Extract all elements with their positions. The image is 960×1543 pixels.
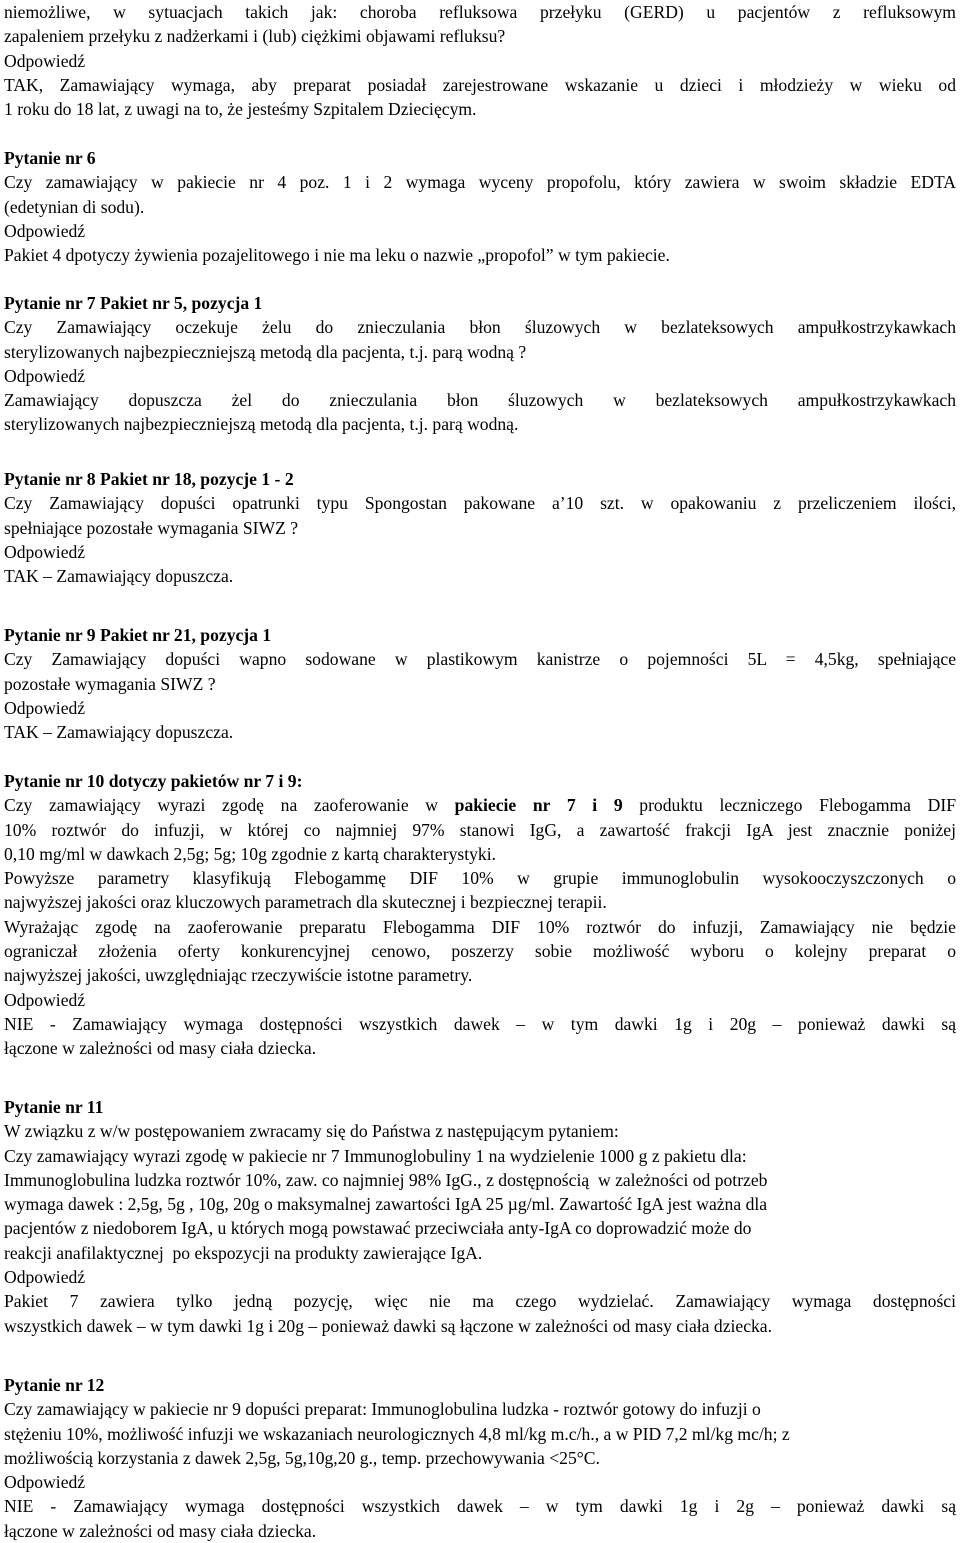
intro-block [4, 0, 956, 121]
question-line: sterylizowanych najbezpieczniejszą metodą dla pacjenta, t.j. parą wodną ? [4, 341, 527, 362]
answer-line: łączone w zależności od masy ciała dziecka. [4, 1038, 317, 1059]
question-heading: Pytanie nr 8 Pakiet nr 18, pozycje 1 - 2 [4, 469, 294, 489]
question-heading: Pytanie nr 10 dotyczy pakietów nr 7 i 9: [4, 771, 303, 791]
question-12-block [4, 1373, 956, 1543]
question-line: stężeniu 10%, możliwość infuzji we wskazaniach neurologicznych 4,8 ml/kg m.c/h., a w PID 7,2 ml/kg mc/h; z [4, 1423, 790, 1444]
question-text-bold: pakiecie nr 7 i 9 [454, 795, 623, 816]
question-text: produktu leczniczego Flebogamma DIF [622, 795, 956, 816]
question-line: reakcji anafilaktycznej po ekspozycji na produkty zawierające IgA. [4, 1242, 483, 1263]
answer-line: Pakiet 7 zawiera tylko jedną pozycję, więc nie ma czego wydzielać. Zamawiający wymaga dostępności [4, 1291, 956, 1312]
answer-line: NIE - Zamawiający wymaga dostępności wszystkich dawek – w tym dawki 1g i 20g – ponieważ dawki są [4, 1013, 956, 1034]
intro-question-line: niemożliwe, w sytuacjach takich jak: choroba refluksowa przełyku (GERD) u pacjentów z refluksowym [4, 2, 956, 22]
question-text: Czy zamawiający wyrazi zgodę na zaoferowanie w [4, 795, 455, 816]
question-8-block [4, 467, 956, 588]
answer-label: Odpowiedź [4, 1267, 86, 1288]
question-heading: Pytanie nr 11 [4, 1097, 104, 1117]
answer-line: sterylizowanych najbezpieczniejszą metodą dla pacjenta, t.j. parą wodną. [4, 414, 519, 435]
question-line: Powyższe parametry klasyfikują Flebogammę DIF 10% w grupie immunoglobulin wysokooczyszczonych o [4, 868, 956, 889]
question-line: najwyższej jakości, uwzględniając rzeczywiście istotne parametry. [4, 965, 473, 986]
question-heading: Pytanie nr 12 [4, 1375, 105, 1395]
question-heading: Pytanie nr 9 Pakiet nr 21, pozycja 1 [4, 625, 272, 645]
answer-line: wszystkich dawek – w tym dawki 1g i 20g – ponieważ dawki są łączone w zależności od masy ciała dziecka. [4, 1315, 773, 1336]
question-line: W związku z w/w postępowaniem zwracamy się do Państwa z następującym pytaniem: [4, 1121, 619, 1142]
question-line: pacjentów z niedoborem IgA, u których mogą powstawać przeciwciała anty-IgA co doprowadzić może do [4, 1218, 752, 1239]
answer-line: TAK, Zamawiający wymaga, aby preparat posiadał zarejestrowane wskazanie u dzieci i młodzieży w wieku od [4, 74, 956, 95]
question-line: Immunoglobulina ludzka roztwór 10%, zaw. co najmniej 98% IgG., z dostępnością w zależności od potrzeb [4, 1169, 768, 1190]
question-line: Czy zamawiający w pakiecie nr 9 dopuści preparat: Immunoglobulina ludzka - roztwór gotowy do infuzji o [4, 1399, 761, 1420]
question-line: 10% roztwór do infuzji, w której co najmniej 97% stanowi IgG, a zawartość frakcji IgA jest znacznie poniżej [4, 819, 956, 840]
answer-line: TAK – Zamawiający dopuszcza. [4, 722, 234, 743]
question-line: spełniające pozostałe wymagania SIWZ ? [4, 517, 299, 538]
answer-line: Pakiet 4 dpotyczy żywienia pozajelitowego i nie ma leku o nazwie „propofol” w tym pakiecie. [4, 245, 670, 266]
question-heading: Pytanie nr 6 [4, 148, 96, 168]
answer-line: Zamawiający dopuszcza żel do znieczulania błon śluzowych w bezlateksowych ampułkostrzykawkach [4, 390, 956, 411]
answer-label: Odpowiedź [4, 541, 86, 562]
question-6-block [4, 146, 956, 267]
question-line: ograniczał złożenia oferty konkurencyjnej cenowo, poszerzy sobie możliwość wyboru o kolejny preparat o [4, 941, 956, 962]
question-line: (edetynian di sodu). [4, 196, 145, 217]
question-line: pozostałe wymagania SIWZ ? [4, 673, 216, 694]
question-line: Wyrażając zgodę na zaoferowanie preparatu Flebogamma DIF 10% roztwór do infuzji, Zamawiający nie będzie [4, 916, 956, 937]
question-11-block [4, 1095, 956, 1338]
question-line: Czy Zamawiający dopuści opatrunki typu Spongostan pakowane a’10 szt. w opakowaniu z przeliczeniem ilości, [4, 493, 956, 514]
question-10-block [4, 769, 956, 1061]
question-line: Czy zamawiający w pakiecie nr 4 poz. 1 i 2 wymaga wyceny propofolu, który zawiera w swoim składzie EDTA [4, 172, 956, 193]
answer-line: TAK – Zamawiający dopuszcza. [4, 566, 234, 587]
question-line: najwyższej jakości oraz kluczowych parametrach dla skutecznej i bezpiecznej terapii. [4, 892, 607, 913]
answer-label: Odpowiedź [4, 697, 86, 718]
question-line-mixed [4, 793, 956, 817]
question-line: Czy Zamawiający oczekuje żelu do znieczulania błon śluzowych w bezlateksowych ampułkostrzykawkach [4, 317, 956, 338]
answer-line: 1 roku do 18 lat, z uwagi na to, że jesteśmy Szpitalem Dziecięcym. [4, 99, 477, 120]
answer-line: łączone w zależności od masy ciała dziecka. [4, 1520, 317, 1541]
question-7-block [4, 291, 956, 437]
question-line: 0,10 mg/ml w dawkach 2,5g; 5g; 10g zgodnie z kartą charakterystyki. [4, 843, 497, 864]
question-heading: Pytanie nr 7 Pakiet nr 5, pozycja 1 [4, 293, 263, 313]
answer-label: Odpowiedź [4, 365, 86, 386]
question-line: Czy zamawiający wyrazi zgodę w pakiecie nr 7 Immunoglobuliny 1 na wydzielenie 1000 g z pakietu dla: [4, 1145, 747, 1166]
question-9-block [4, 623, 956, 744]
question-line: wymaga dawek : 2,5g, 5g , 10g, 20g o maksymalnej zawartości IgA 25 µg/ml. Zawartość IgA jest ważna dla [4, 1194, 768, 1215]
answer-label: Odpowiedź [4, 220, 86, 241]
answer-line: NIE - Zamawiający wymaga dostępności wszystkich dawek – w tym dawki 1g i 2g – ponieważ dawki są [4, 1496, 956, 1517]
question-line: Czy Zamawiający dopuści wapno sodowane w plastikowym kanistrze o pojemności 5L = 4,5kg, spełniające [4, 649, 956, 670]
intro-question-line: zapaleniem przełyku z nadżerkami i (lub) ciężkimi objawami refluksu? [4, 26, 506, 47]
answer-label: Odpowiedź [4, 50, 86, 71]
answer-label: Odpowiedź [4, 1472, 86, 1493]
question-line: możliwością korzystania z dawek 2,5g, 5g,10g,20 g., temp. przechowywania <25°C. [4, 1447, 600, 1468]
answer-label: Odpowiedź [4, 989, 86, 1010]
